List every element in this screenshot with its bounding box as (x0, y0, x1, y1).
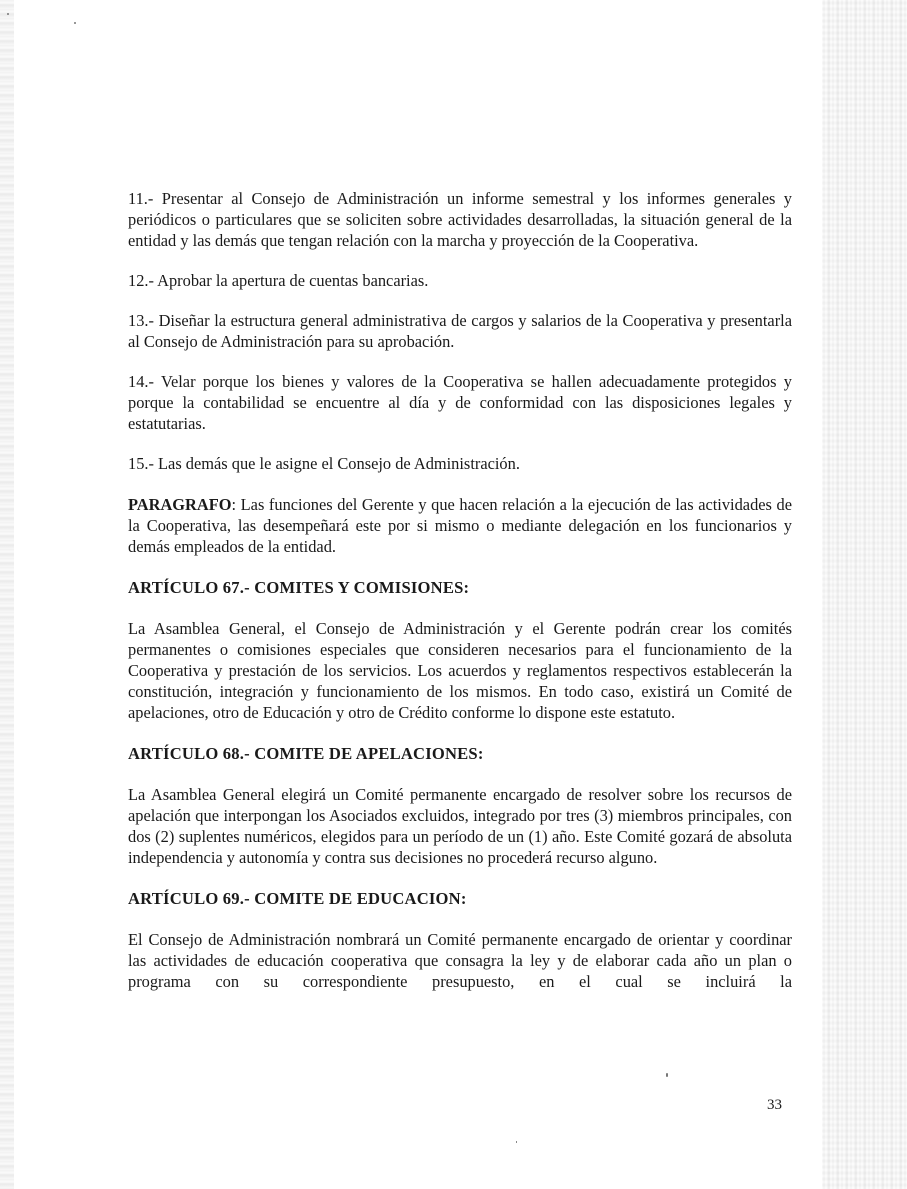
paragrafo-text: : Las funciones del Gerente y que hacen relación a la ejecución de las actividades de la Cooperativa, las desempeñará este por si mismo o mediante delegación en los funcionarios y demás empleados de la entidad. (128, 495, 792, 556)
document-body (128, 188, 792, 992)
scan-speck (516, 1141, 517, 1143)
scan-speck (7, 13, 9, 15)
article-67-body: La Asamblea General, el Consejo de Administración y el Gerente podrán crear los comités permanentes o comisiones especiales que consideren necesarios para el funcionamiento de la Cooperativa y prestación de los servicios. Los acuerdos y reglamentos respectivos establecerán la constitución, integración y funcionamiento de los mismos. En todo caso, existirá un Comité de apelaciones, otro de Educación y otro de Crédito conforme lo dispone este estatuto. (128, 619, 792, 722)
article-69-body: El Consejo de Administración nombrará un Comité permanente encargado de orientar y coordinar las actividades de educación cooperativa que consagra la ley y de elaborar cada año un plan o programa con su correspondiente presupuesto, en el cual se incluirá la (128, 930, 792, 991)
article-68-body: La Asamblea General elegirá un Comité permanente encargado de resolver sobre los recursos de apelación que interpongan los Asociados excluidos, integrado por tres (3) miembros principales, con dos (2) suplentes numéricos, elegidos para un período de un (1) año. Este Comité gozará de absoluta independencia y autonomía y contra sus decisiones no procederá recurso alguno. (128, 785, 792, 867)
scan-speck (74, 22, 76, 24)
scan-edge-right (822, 0, 907, 1189)
list-item-11: 11.- Presentar al Consejo de Administración un informe semestral y los informes generales y periódicos o particulares que se soliciten sobre actividades desarrolladas, la situación general de la entidad y las demás que tengan relación con la marcha y proyección de la Cooperativa. (128, 189, 792, 250)
list-item-12: 12.- Aprobar la apertura de cuentas bancarias. (128, 271, 429, 290)
list-item-15: 15.- Las demás que le asigne el Consejo de Administración. (128, 454, 520, 473)
article-69-heading: ARTÍCULO 69.- COMITE DE EDUCACION: (128, 889, 467, 908)
scan-edge-left (0, 0, 14, 1189)
page-number: 33 (767, 1097, 782, 1113)
paragrafo (128, 494, 792, 557)
article-68-heading: ARTÍCULO 68.- COMITE DE APELACIONES: (128, 744, 484, 763)
scan-speck (666, 1073, 668, 1077)
list-item-13: 13.- Diseñar la estructura general administrativa de cargos y salarios de la Cooperativa y presentarla al Consejo de Administración para su aprobación. (128, 311, 792, 351)
list-item-14: 14.- Velar porque los bienes y valores de la Cooperativa se hallen adecuadamente protegidos y porque la contabilidad se encuentre al día y de conformidad con las disposiciones legales y estatutarias. (128, 372, 792, 433)
article-67-heading: ARTÍCULO 67.- COMITES Y COMISIONES: (128, 578, 470, 597)
paragrafo-label: PARAGRAFO (128, 495, 232, 514)
